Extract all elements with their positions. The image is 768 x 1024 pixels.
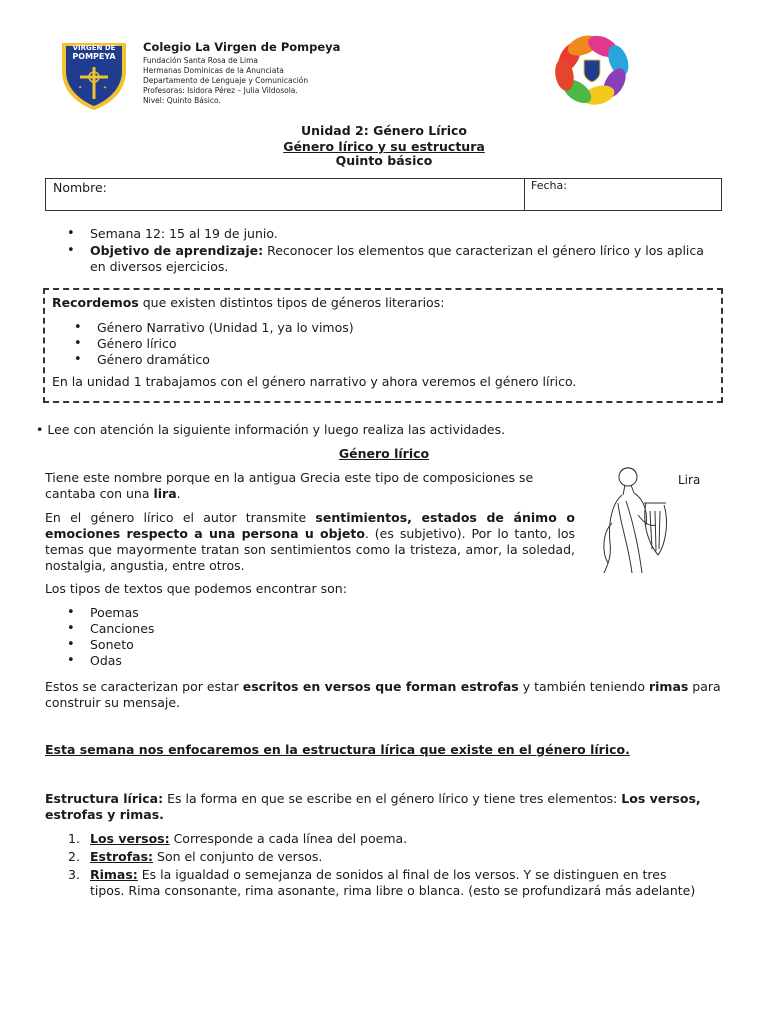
objective-label: Objetivo de aprendizaje:: [90, 243, 264, 258]
element-text: Son el conjunto de versos.: [153, 849, 323, 864]
genre-item: • Género Narrativo (Unidad 1, ya lo vimos): [97, 320, 354, 336]
para3-bold: escritos en versos que forman estrofas: [242, 679, 519, 694]
structure-label: Estructura lírica:: [45, 791, 164, 806]
recall-closing: En la unidad 1 trabajamos con el género narrativo y ahora veremos el género lírico.: [52, 374, 577, 389]
paragraph-1: [45, 470, 585, 502]
structure-definition: [45, 791, 725, 823]
recall-lead: [52, 295, 444, 311]
element-text: Es la igualdad o semejanza de sonidos al final de los versos. Y se distinguen en tres tipos. Rima consonante, rima asonante, rima libre o blanca. (esto se profundizará más adelante): [90, 867, 696, 898]
element-item: [68, 867, 700, 899]
crest-text-bottom: POMPEYA: [72, 52, 116, 61]
level-title: Quinto básico: [335, 153, 433, 168]
paragraph-2: [45, 510, 575, 574]
type-item: • Odas: [90, 653, 154, 669]
instruction-text: Lee con atención la siguiente información y luego realiza las actividades.: [47, 422, 506, 437]
types-list: [90, 605, 154, 669]
paragraph-3: [45, 679, 725, 711]
para1-text: Tiene este nombre porque en la antigua Grecia este tipo de composiciones se cantaba con una: [45, 470, 534, 501]
para3-text-2: y también teniendo: [518, 679, 649, 694]
objective-text: Reconocer los elementos que caracterizan el género lírico y los aplica en diversos ejercicios.: [90, 243, 704, 274]
type-item: • Poemas: [90, 605, 154, 621]
element-number: 3.: [68, 867, 80, 882]
header-line: Profesoras: Isidora Pérez – Julia Vildosola.: [143, 86, 298, 95]
element-label: Los versos:: [90, 831, 170, 846]
element-label: Rimas:: [90, 867, 138, 882]
element-item: [68, 849, 700, 865]
recall-box: [43, 288, 723, 403]
header-line: Hermanas Dominicas de la Anunciata: [143, 66, 284, 75]
school-crest-logo: [60, 41, 128, 111]
recall-bold: Recordemos: [52, 295, 139, 310]
genre-item: • Género dramático: [97, 352, 354, 368]
crest-text-top: VIRGEN DE: [72, 44, 116, 52]
section-title: Género lírico: [338, 446, 430, 461]
elements-list: [68, 831, 700, 899]
header-line: Fundación Santa Rosa de Lima: [143, 56, 259, 65]
colorful-hands-logo: [537, 27, 647, 113]
type-item: • Canciones: [90, 621, 154, 637]
header-lines: [143, 56, 308, 106]
week-text: Semana 12: 15 al 19 de junio.: [90, 226, 278, 241]
name-field[interactable]: [46, 179, 525, 210]
svg-text:✦: ✦: [78, 85, 83, 91]
header-line: Nivel: Quinto Básico.: [143, 96, 221, 105]
bullet-mark: •: [36, 422, 44, 437]
element-number: 1.: [68, 831, 80, 846]
element-item: [68, 831, 700, 847]
name-label: Nombre:: [53, 180, 107, 195]
para3-end: para construir su mensaje.: [45, 679, 721, 710]
genre-list: [97, 320, 354, 368]
para1-end: .: [176, 486, 181, 501]
type-item: • Soneto: [90, 637, 154, 653]
lyre-label: Lira: [678, 473, 701, 487]
school-name: Colegio La Virgen de Pompeya: [143, 40, 341, 54]
para1-bold: lira: [153, 486, 177, 501]
topic-title: Género lírico y su estructura: [283, 139, 485, 154]
unit-title: Unidad 2: Género Lírico: [301, 123, 467, 138]
date-label: Fecha:: [531, 179, 567, 192]
element-label: Estrofas:: [90, 849, 154, 864]
objective-item: [90, 243, 720, 275]
focus-statement: Esta semana nos enfocaremos en la estructura lírica que existe en el género lírico.: [45, 742, 630, 757]
structure-elements: Los versos, estrofas y rimas.: [45, 791, 701, 822]
para3-text: Estos se caracterizan por estar: [45, 679, 243, 694]
header-line: Departamento de Lenguaje y Comunicación: [143, 76, 309, 85]
student-info-box: [45, 178, 722, 211]
intro-bullets: [90, 226, 720, 275]
recall-rest: que existen distintos tipos de géneros literarios:: [138, 295, 445, 310]
para2-bold: sentimientos, estados de ánimo o emociones respecto a una persona u objeto: [45, 510, 575, 541]
para3-bold-2: rimas: [648, 679, 689, 694]
para2-end: . (es subjetivo). Por lo tanto, los temas que mayormente tratan son sentimientos como la tristeza, amor, la soledad, nostalgia, angustia, entre otros.: [45, 526, 575, 573]
instruction: [36, 422, 505, 438]
date-field[interactable]: [525, 179, 721, 210]
svg-text:✦: ✦: [103, 85, 108, 91]
para2-text: En el género lírico el autor transmite: [45, 510, 316, 525]
genre-item: • Género lírico: [97, 336, 354, 352]
element-text: Corresponde a cada línea del poema.: [169, 831, 408, 846]
element-number: 2.: [68, 849, 80, 864]
types-intro: Los tipos de textos que podemos encontrar son:: [45, 581, 347, 596]
week-item: [90, 226, 720, 242]
structure-text: Es la forma en que se escribe en el género lírico y tiene tres elementos:: [163, 791, 622, 806]
